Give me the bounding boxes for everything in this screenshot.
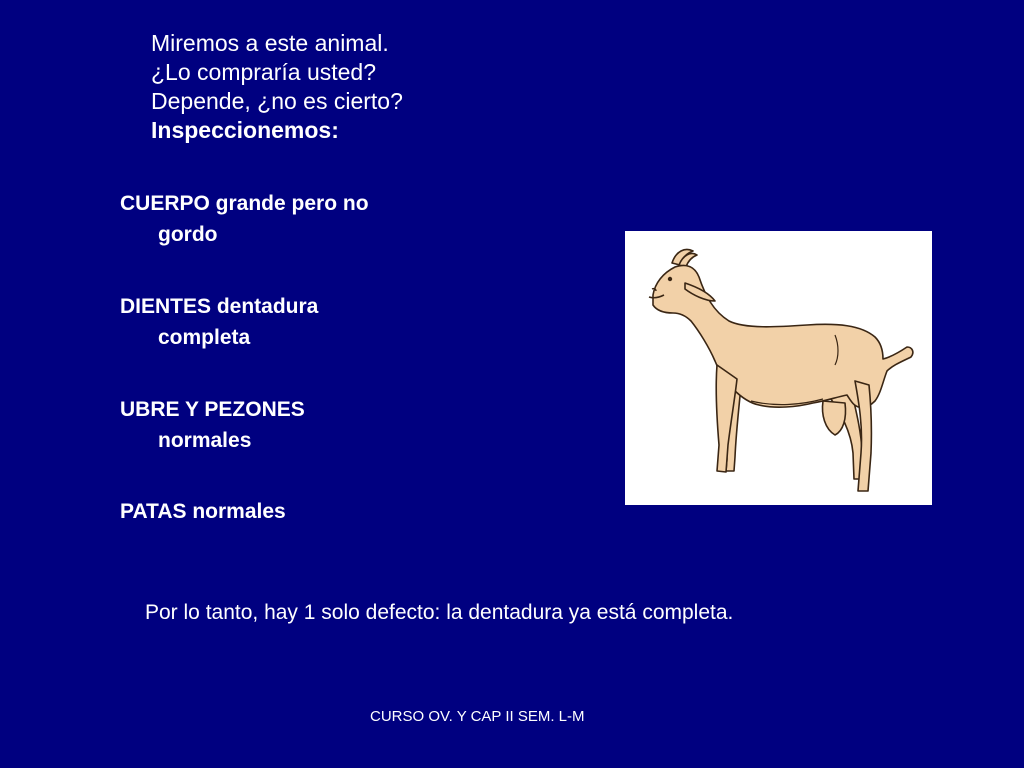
intro-line-1: Miremos a este animal. — [151, 30, 389, 56]
item-continuation: completa — [158, 326, 251, 349]
intro-text — [151, 29, 403, 145]
item-label: UBRE Y PEZONES — [120, 398, 305, 421]
intro-line-4: Inspeccionemos: — [151, 117, 339, 143]
footer-text: CURSO OV. Y CAP II SEM. L-M — [370, 708, 585, 725]
conclusion-text: Por lo tanto, hay 1 solo defecto: la dentadura ya está completa. — [145, 601, 734, 624]
item-label: DIENTES dentadura — [120, 295, 319, 318]
inspection-item-cuerpo — [120, 188, 369, 250]
goat-eye — [668, 277, 672, 281]
item-continuation: gordo — [158, 223, 218, 246]
goat-image — [625, 231, 932, 505]
item-label: PATAS normales — [120, 500, 286, 523]
item-label: CUERPO grande pero no — [120, 192, 369, 215]
goat-illustration — [625, 231, 932, 505]
inspection-item-ubre — [120, 394, 305, 456]
intro-line-3: Depende, ¿no es cierto? — [151, 88, 403, 114]
inspection-item-patas — [120, 496, 286, 527]
inspection-item-dientes — [120, 291, 318, 353]
item-continuation: normales — [158, 429, 252, 452]
goat-udder — [823, 401, 846, 435]
intro-line-2: ¿Lo compraría usted? — [151, 59, 377, 85]
